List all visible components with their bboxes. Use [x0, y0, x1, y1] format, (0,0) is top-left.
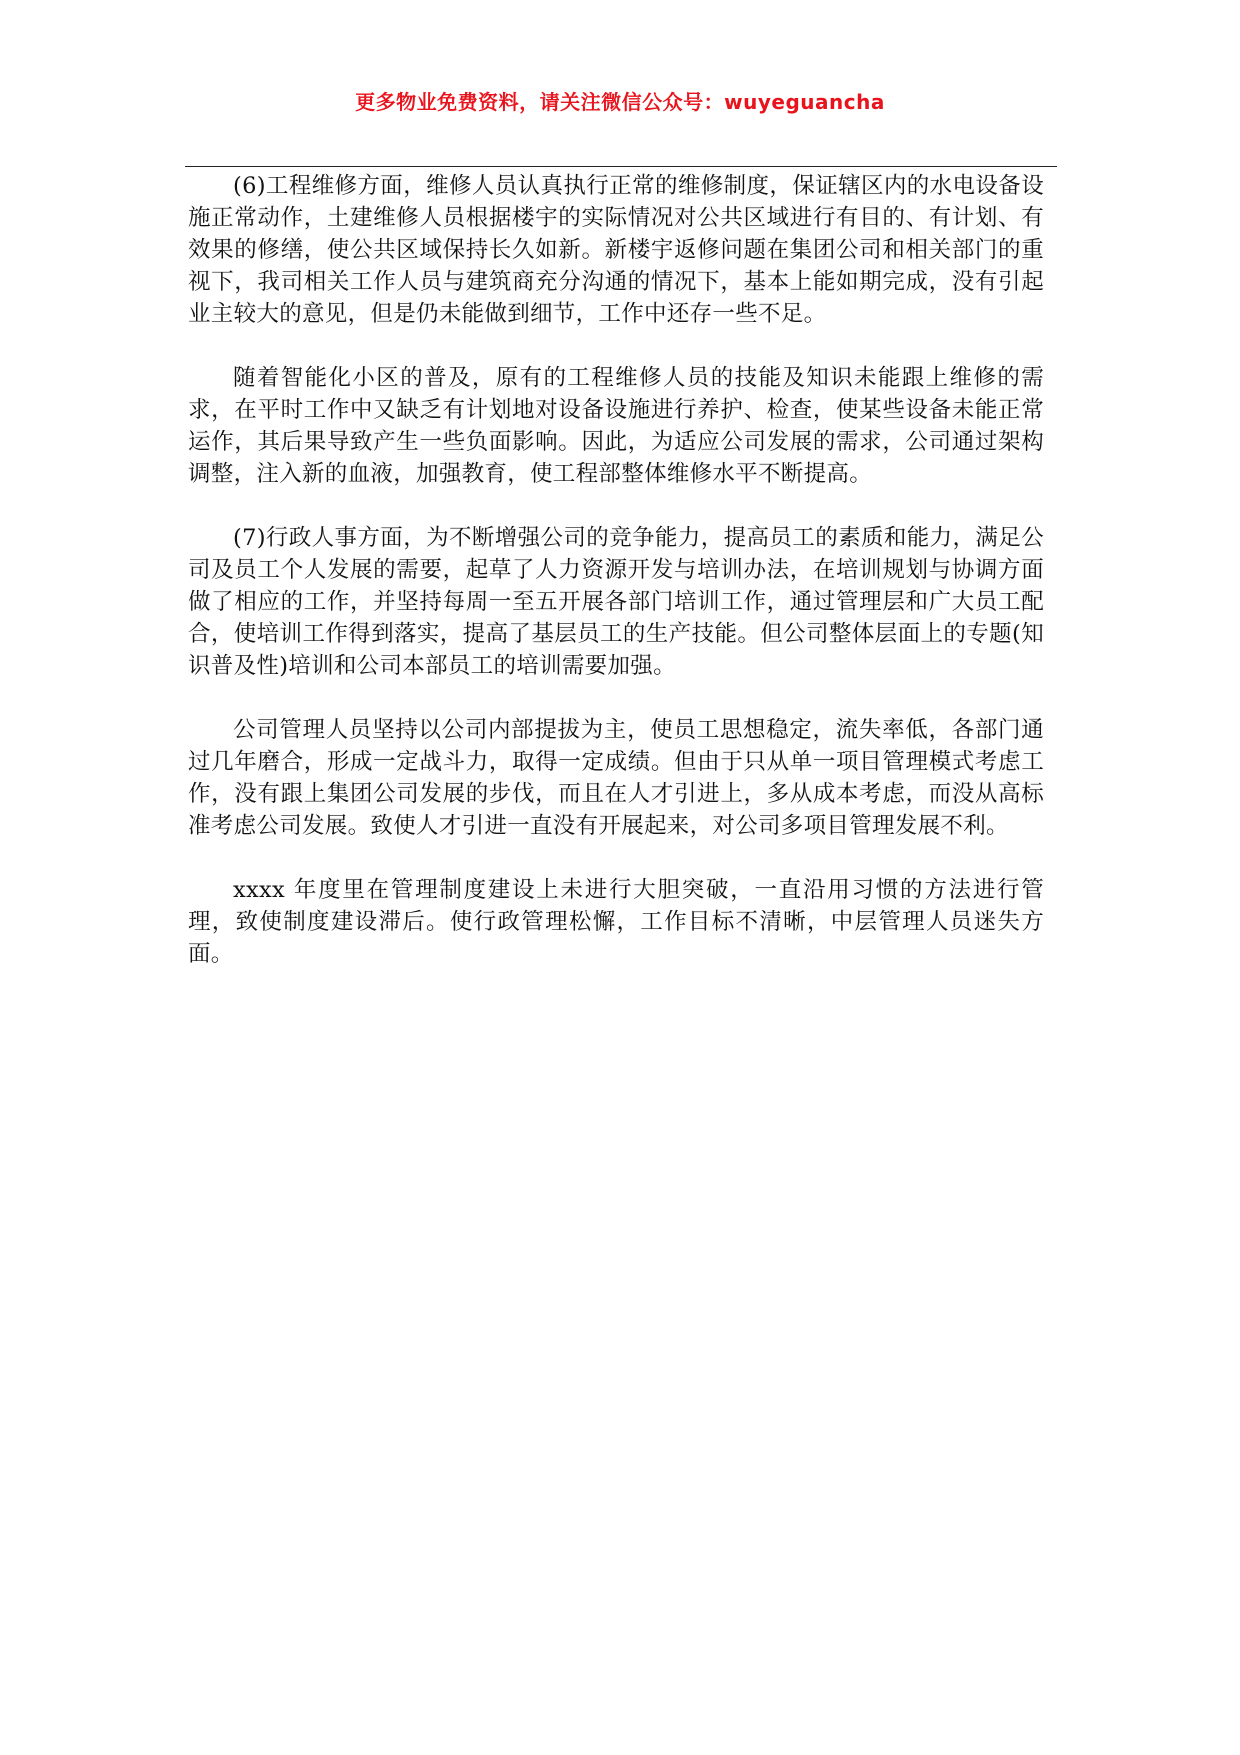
paragraph-management-system: xxxx 年度里在管理制度建设上未进行大胆突破，一直沿用习惯的方法进行管理，致使制度建设滞后。使行政管理松懈，工作目标不清晰，中层管理人员迷失方面。: [188, 877, 1044, 967]
header-divider: [185, 166, 1057, 167]
paragraph-engineering-maintenance: (6)工程维修方面，维修人员认真执行正常的维修制度，保证辖区内的水电设备设施正常动作，土建维修人员根据楼宇的实际情况对公共区域进行有目的、有计划、有效果的修缮，使公共区域保持长久如新。新楼宇返修问题在集团公司和相关部门的重视下，我司相关工作人员与建筑商充分沟通的情况下，基本上能如期完成，没有引起业主较大的意见，但是仍未能做到细节，工作中还存一些不足。: [188, 173, 1044, 327]
paragraph-administration-hr: (7)行政人事方面，为不断增强公司的竞争能力，提高员工的素质和能力，满足公司及员工个人发展的需要，起草了人力资源开发与培训办法，在培训规划与协调方面做了相应的工作，并坚持每周一至五开展各部门培训工作，通过管理层和广大员工配合，使培训工作得到落实，提高了基层员工的生产技能。但公司整体层面上的专题(知识普及性)培训和公司本部员工的培训需要加强。: [188, 525, 1044, 679]
paragraph-smart-community: 随着智能化小区的普及，原有的工程维修人员的技能及知识未能跟上维修的需求，在平时工作中又缺乏有计划地对设备设施进行养护、检查，使某些设备未能正常运作，其后果导致产生一些负面影响。因此，为适应公司发展的需求，公司通过架构调整，注入新的血液，加强教育，使工程部整体维修水平不断提高。: [188, 365, 1044, 487]
document-body: [188, 170, 1044, 1002]
paragraph-management-staff: 公司管理人员坚持以公司内部提拔为主，使员工思想稳定，流失率低，各部门通过几年磨合，形成一定战斗力，取得一定成绩。但由于只从单一项目管理模式考虑工作，没有跟上集团公司发展的步伐，而且在人才引进上，多从成本考虑，而没从高标准考虑公司发展。致使人才引进一直没有开展起来，对公司多项目管理发展不利。: [188, 717, 1044, 839]
page-header-promo: 更多物业免费资料，请关注微信公众号：wuyeguancha: [355, 90, 885, 114]
